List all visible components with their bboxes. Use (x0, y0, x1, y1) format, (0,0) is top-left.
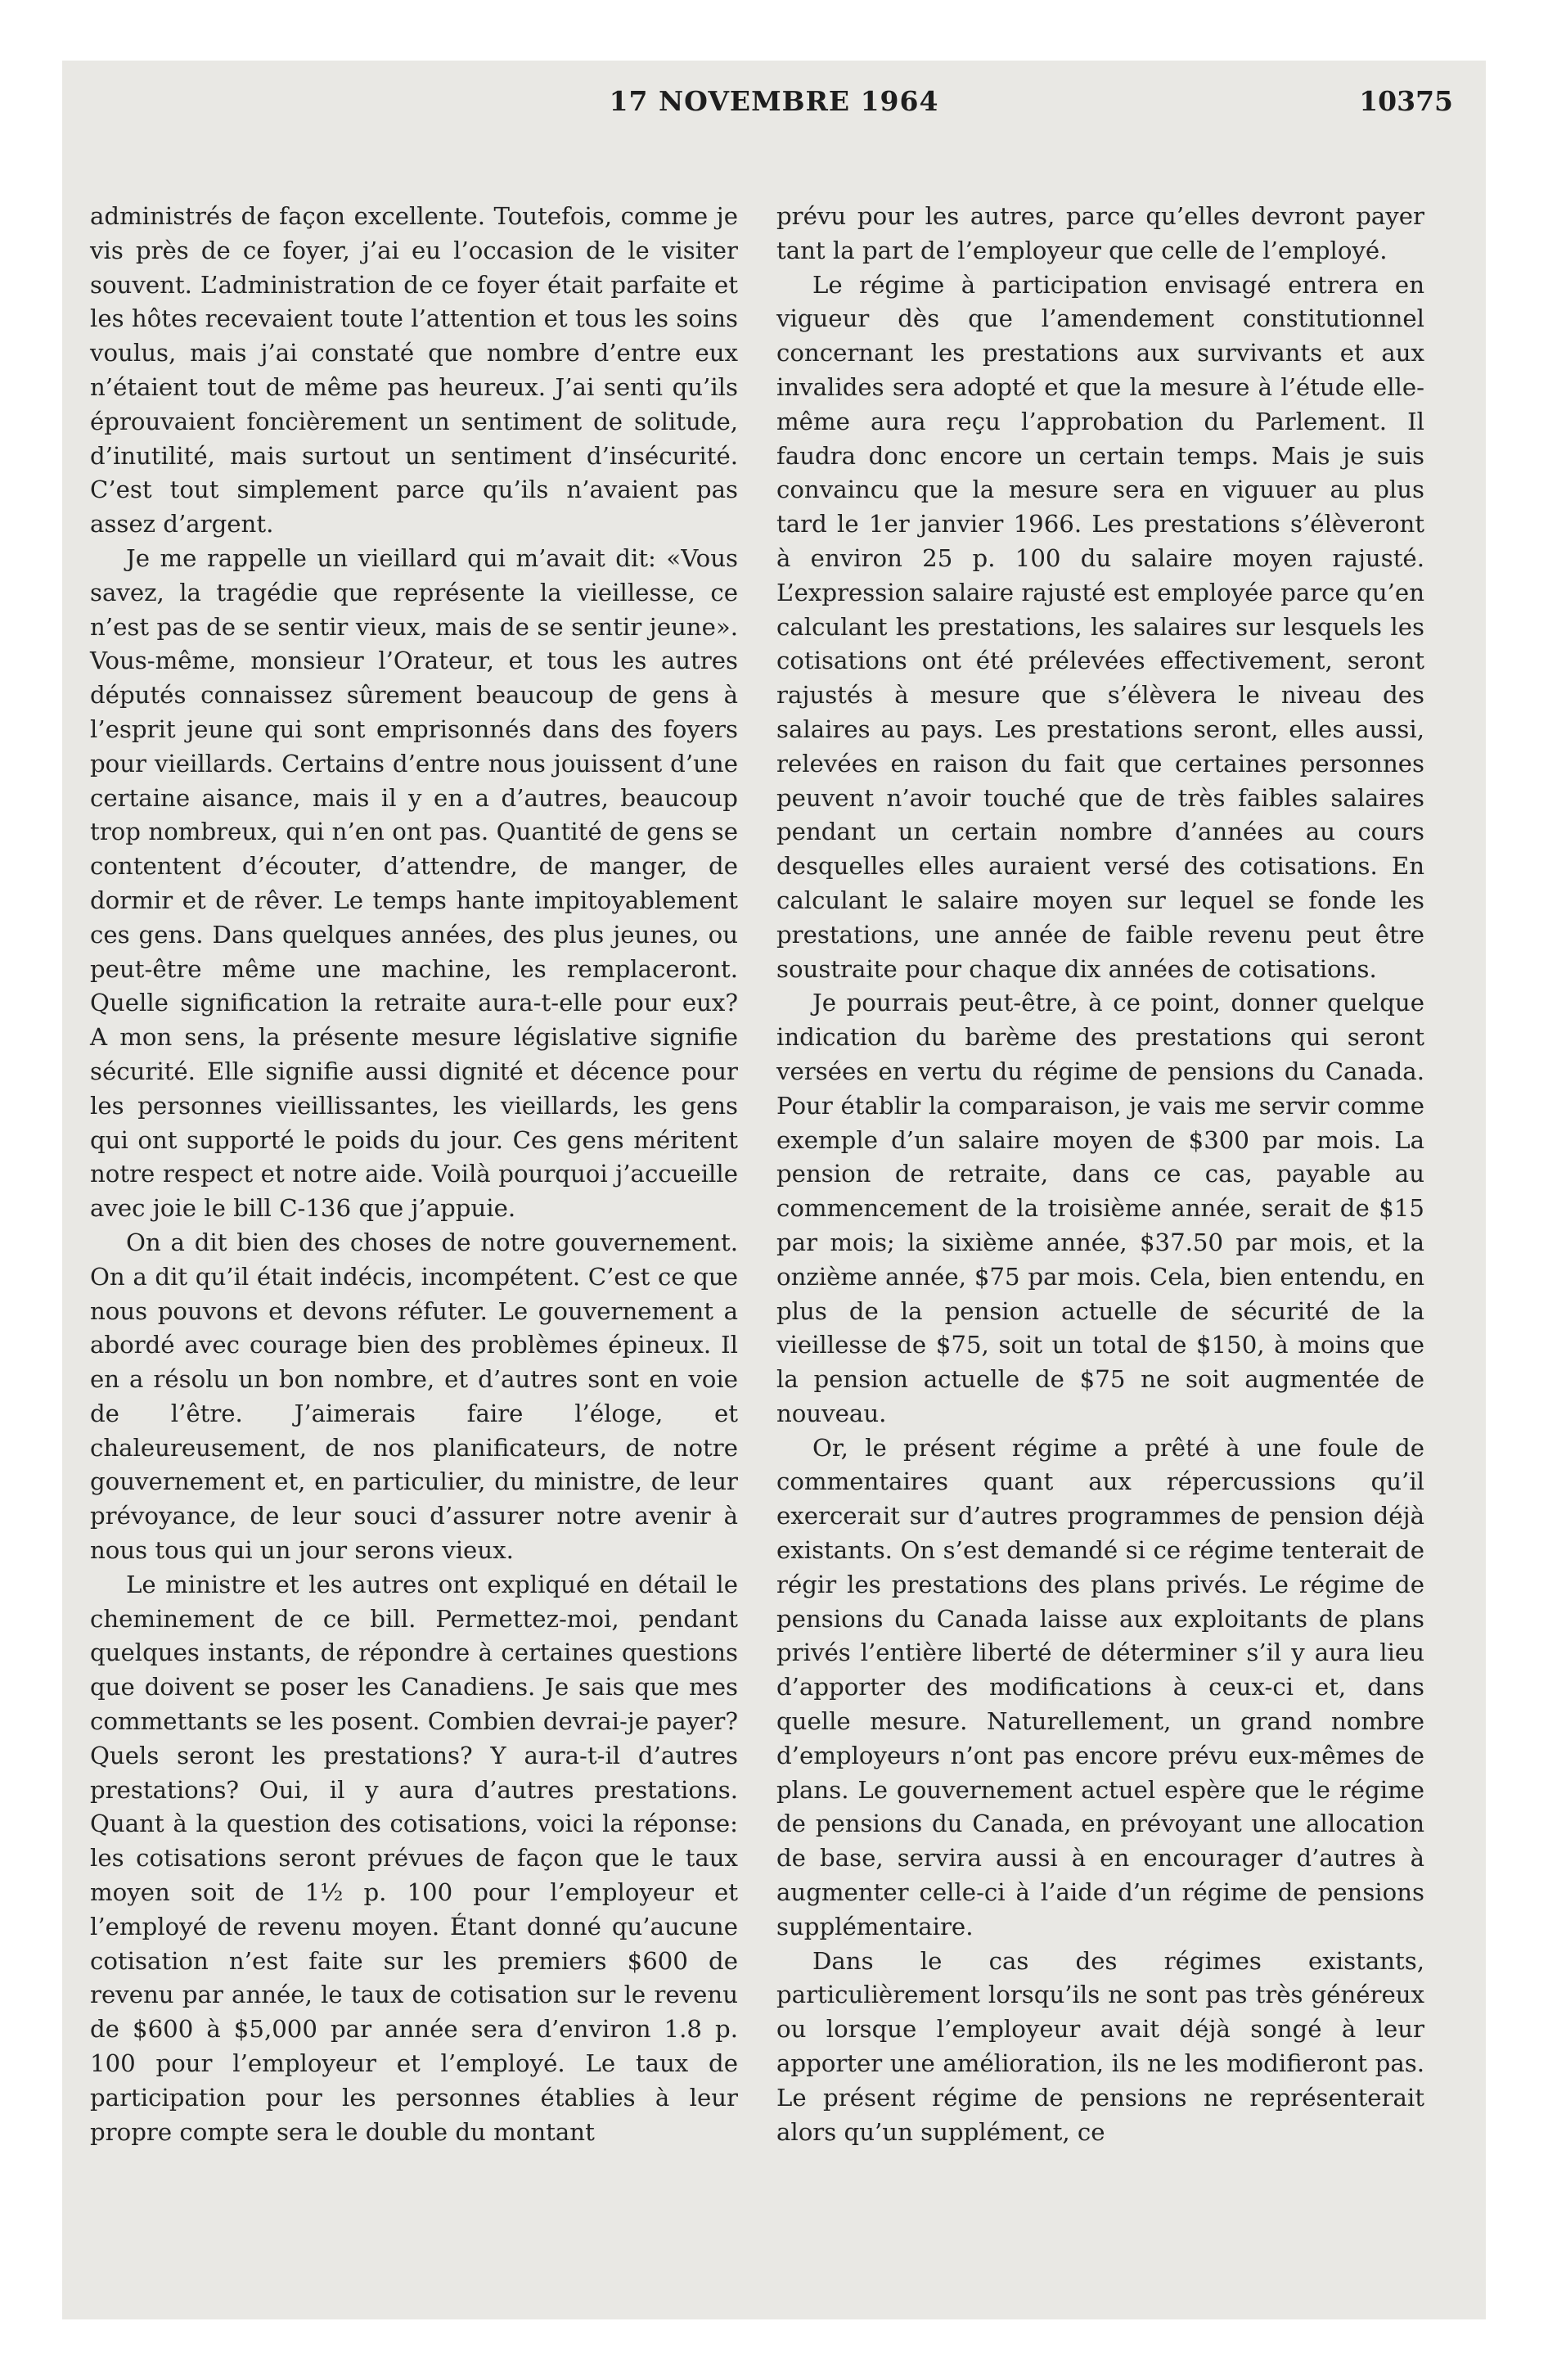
paragraph: Je pourrais peut-être, à ce point, donner quelque indication du barème des prestations qui seront versées en vertu du régime de pensions du Canada. Pour établir la comparaison, je vais me servir comme exemple d’un salaire moyen de $300 par mois. La pension de retraite, dans ce cas, payable au commencement de la troisième année, serait de $15 par mois; la sixième année, $37.50 par mois, et la onzième année, $75 par mois. Cela, bien entendu, en plus de la pension actuelle de sécurité de la vieillesse de $75, soit un total de $150, à moins que la pension actuelle de $75 ne soit augmentée de nouveau. (776, 989, 1424, 1427)
left-column (90, 200, 738, 2149)
page-number: 10375 (1359, 85, 1453, 117)
paragraph: administrés de façon excellente. Toutefois, comme je vis près de ce foyer, j’ai eu l’occasion de le visiter souvent. L’administration de ce foyer était parfaite et les hôtes recevaient toute l’attention et tous les soins voulus, mais j’ai constaté que nombre d’entre eux n’étaient tout de même pas heureux. J’ai senti qu’ils éprouvaient foncièrement un sentiment de solitude, d’inutilité, mais surtout un sentiment d’insécurité. C’est tout simplement parce qu’ils n’avaient pas assez d’argent. (90, 202, 738, 539)
paragraph: Le régime à participation envisagé entrera en vigueur dès que l’amendement constitutionnel concernant les prestations aux survivants et aux invalides sera adopté et que la mesure à l’étude elle-même aura reçu l’approbation du Parlement. Il faudra donc encore un certain temps. Mais je suis convaincu que la mesure sera en viguuer au plus tard le 1er janvier 1966. Les prestations s’élèveront à environ 25 p. 100 du salaire moyen rajusté. L’expression salaire rajusté est employée parce qu’en calculant les prestations, les salaires sur lesquels les cotisations ont été prélevées effectivement, seront rajustés à mesure que s’élèvera le niveau des salaires au pays. Les prestations seront, elles aussi, relevées en raison du fait que certaines personnes peuvent n’avoir touché que de très faibles salaires pendant un certain nombre d’années au cours desquelles elles auraient versé des cotisations. En calculant le salaire moyen sur lequel se fonde les prestations, une année de faible revenu peut être soustraite pour chaque dix années de cotisations. (776, 270, 1424, 983)
paragraph: Je me rappelle un vieillard qui m’avait dit: «Vous savez, la tragédie que représente la vieillesse, ce n’est pas de se sentir vieux, mais de se sentir jeune». Vous-même, monsieur l’Orateur, et tous les autres députés connaissez sûrement beaucoup de gens à l’esprit jeune qui sont emprisonnés dans des foyers pour vieillards. Certains d’entre nous jouissent d’une certaine aisance, mais il y en a d’autres, beaucoup trop nombreux, qui n’en ont pas. Quantité de gens se contentent d’écouter, d’attendre, de manger, de dormir et de rêver. Le temps hante impitoyablement ces gens. Dans quelques années, des plus jeunes, ou peut-être même une machine, les remplaceront. Quelle signification la retraite aura-t-elle pour eux? A mon sens, la présente mesure législative signifie sécurité. Elle signifie aussi dignité et décence pour les personnes vieillissantes, les vieillards, les gens qui ont supporté le poids du jour. Ces gens méritent notre respect et notre aide. Voilà pourquoi j’accueille avec joie le bill C-136 que j’appuie. (90, 543, 738, 1223)
paragraph: On a dit bien des choses de notre gouvernement. On a dit qu’il était indécis, incompétent. C’est ce que nous pouvons et devons réfuter. Le gouvernement a abordé avec courage bien des problèmes épineux. Il en a résolu un bon nombre, et d’autres sont en voie de l’être. J’aimerais faire l’éloge, et chaleureusement, de nos planificateurs, de notre gouvernement et, en particulier, du ministre, de leur prévoyance, de leur souci d’assurer notre avenir à nous tous qui un jour serons vieux. (90, 1228, 738, 1565)
page-header (0, 85, 1548, 126)
right-column (776, 200, 1424, 2149)
paragraph: Le ministre et les autres ont expliqué en détail le cheminement de ce bill. Permettez-moi, pendant quelques instants, de répondre à certaines questions que doivent se poser les Canadiens. Je sais que mes commettants se les posent. Combien devrai-je payer? Quels seront les prestations? Y aura-t-il d’autres prestations? Oui, il y aura d’autres prestations. Quant à la question des cotisations, voici la réponse: les cotisations seront prévues de façon que le taux moyen soit de 1½ p. 100 pour l’employeur et l’employé de revenu moyen. Étant donné qu’aucune cotisation n’est faite sur les premiers $600 de revenu par année, le taux de cotisation sur le revenu de $600 à $5,000 par année sera d’environ 1.8 p. 100 pour l’employeur et l’employé. Le taux de participation pour les personnes établies à leur propre compte sera le double du montant (90, 1570, 738, 2146)
paragraph: Or, le présent régime a prêté à une foule de commentaires quant aux répercussions qu’il exercerait sur d’autres programmes de pension déjà existants. On s’est demandé si ce régime tenterait de régir les prestations des plans privés. Le régime de pensions du Canada laisse aux exploitants de plans privés l’entière liberté de déterminer s’il y aura lieu d’apporter des modifications à ceux-ci et, dans quelle mesure. Naturellement, un grand nombre d’employeurs n’ont pas encore prévu eux-mêmes de plans. Le gouvernement actuel espère que le régime de pensions du Canada, en prévoyant une allocation de base, servira aussi à en encourager d’autres à augmenter celle-ci à l’aide d’un régime de pensions supplémentaire. (776, 1433, 1424, 1941)
paragraph: prévu pour les autres, parce qu’elles devront payer tant la part de l’employeur que celle de l’employé. (776, 202, 1424, 264)
page-date: 17 NOVEMBRE 1964 (609, 85, 939, 117)
paragraph: Dans le cas des régimes existants, particulièrement lorsqu’ils ne sont pas très généreux ou lorsque l’employeur avait déjà songé à leur apporter une amélioration, ils ne les modifieront pas. Le présent régime de pensions ne représenterait alors qu’un supplément, ce (776, 1946, 1424, 2146)
